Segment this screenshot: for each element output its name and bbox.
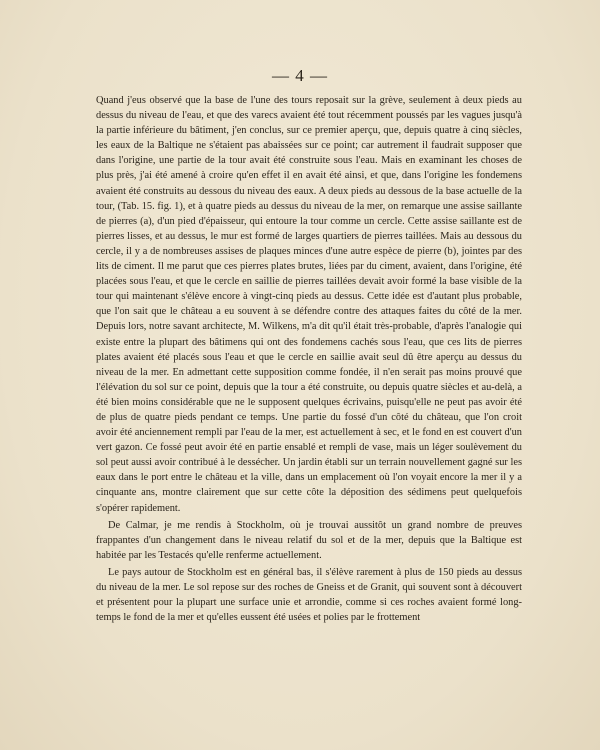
paragraph-3: Le pays autour de Stockholm est en général bas, il s'élève rarement à plus de 150 pieds au dessus du niveau de la mer. Le sol repose sur des roches de Gneiss et de Granit, qui souvent sont à découvert et présentent pour la plupart une surface unie et arrondie, comme si ces roches avaient formé long-temps le fond de la mer et qu'elles eussent été usées et polies par le frottement — [96, 566, 522, 624]
page-number: — 4 — — [272, 66, 328, 85]
paragraph-1: Quand j'eus observé que la base de l'une des tours reposait sur la grève, seulement à deux pieds au dessus du niveau de l'eau, et que des varecs avaient été tout récemment poussés par les vagues jusqu'à la partie inférieure du bâtiment, j'en conclus, sur ce premier aperçu, que, depuis quatre à cinq siècles, les eaux de la Baltique ne s'étaient pas abaissées sur ce point; car autrement il faudrait supposer que dans l'origine, une partie de la tour avait été construite sous l'eau. Mais en examinant les choses de plus près, j'ai été amené à croire qu'en effet il en avait été ainsi, et que, dans l'origine les fondemens avaient été construits au dessous du niveau des eaux. A deux pieds au dessous de la base actuelle de la tour, (Tab. 15. fig. 1), et à quatre pieds au dessus du niveau de la mer, on remarque une assise saillante de pierres (a), d'un pied d'épaisseur, qui entoure la tour comme un cercle. Cette assise saillante est de pierres lisses, et au dessus, le mur est formé de larges quartiers de pierres taillées. Mais au dessous du cercle, il y a de nombreuses assises de plaques minces d'une autre espèce de pierre (b), jointes par des lits de ciment. Il me parut que ces pierres plates brutes, liées par du ciment, avaient, dans l'origine, été placées sous l'eau, et que le cercle en saillie de pierres taillées devait avoir formé la base visible de la tour qui maintenant s'élève encore à vingt-cinq pieds au dessus. Cette idée est d'autant plus probable, que l'on sait que le château a eu souvent à se défendre contre des attaques faites du côté de la mer. Depuis lors, notre savant architecte, M. Wilkens, m'a dit qu'il était très-probable, d'après l'analogie qui existe entre la plupart des bâtimens qui ont des fondemens cachés sous l'eau, que ces lits de pierres plates avaient été placés sous l'eau et que le cercle en saillie avait seul dû être aperçu au dessus du niveau de la mer. En admettant cette supposition comme fondée, il n'en serait pas moins prouvé que l'élévation du sol sur ce point, depuis que la tour a été construite, ou depuis quatre siècles et au-delà, a été bien moins considérable que ne le supposent quelques écrivains, puisqu'elle ne peut pas avoir été de plus de quatre pieds pendant ce temps. Une partie du fossé d'un côté du château, que l'on croit avoir été anciennement rempli par l'eau de la mer, est actuellement à sec, et le fond en est couvert d'un vert gazon. Ce fossé peut avoir été en partie ensablé et rempli de vase, mais un léger soulèvement du sol peut aussi avoir contribué à le dessécher. Un jardin établi sur un terrain nouvellement gagné sur les eaux dans le port entre le château et la ville, dans un emplacement où l'on voyait encore la mer il y a cinquante ans, montre clairement que sur cette côte la déposition des sédimens peut quelquefois s'opérer rapidement. — [96, 95, 522, 514]
body-text — [96, 93, 522, 625]
paragraph-2: De Calmar, je me rendis à Stockholm, où je trouvai aussitôt un grand nombre de preuves frappantes d'un changement dans le niveau relatif du sol et de la mer, depuis que la Baltique est habitée par les Testacés qu'elle renferme actuellement. — [96, 519, 522, 561]
